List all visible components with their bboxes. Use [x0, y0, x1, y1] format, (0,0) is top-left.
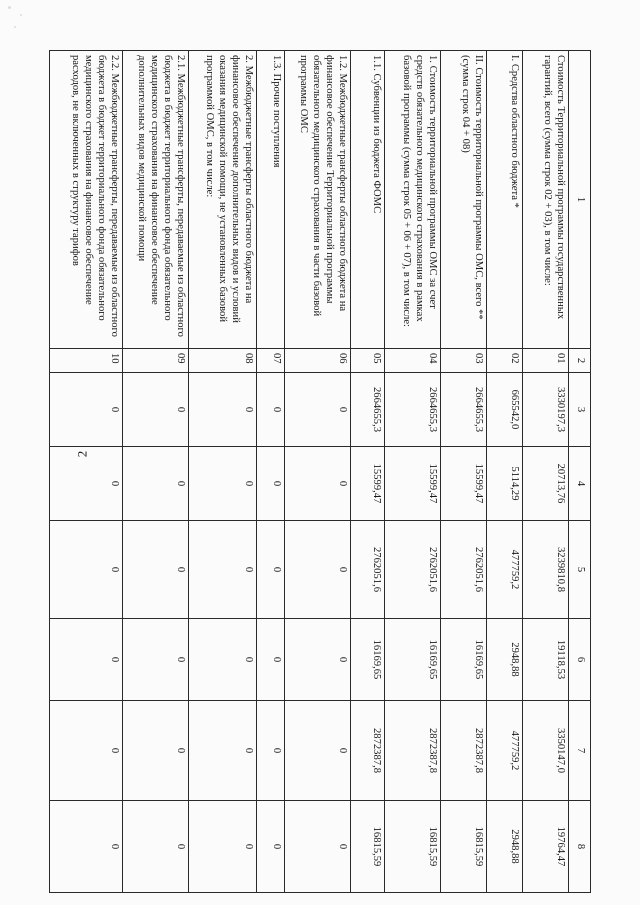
cell-value: 0	[257, 619, 285, 701]
row-description: 1. Стоимость территориальной программы ОМС за счет средств обязательного медицинского страхования в рамках базовой программы (сумма строк 05 + 06 + 07), в том числе:	[385, 51, 441, 349]
cell-value: 477759,2	[487, 521, 523, 619]
table-row	[189, 51, 257, 893]
cell-value: 16169,65	[441, 619, 487, 701]
cell-value: 0	[50, 801, 123, 893]
col-header: 6	[569, 619, 591, 701]
col-header: 7	[569, 701, 591, 801]
cell-value: 16815,59	[351, 801, 385, 893]
cell-value: 2872387,8	[441, 701, 487, 801]
row-code: 10	[50, 349, 123, 373]
cell-value: 15599,47	[351, 447, 385, 521]
table-row	[385, 51, 441, 893]
cell-value: 3350147,0	[523, 701, 569, 801]
col-header: 3	[569, 373, 591, 447]
cell-value: 0	[257, 521, 285, 619]
row-description: 2.2. Межбюджетные трансферты, передаваемые из областного бюджета в бюджет территориального фонда обязательного медицинского страхования на финансовое обеспечение расходов, не включенных в структуру тарифов	[50, 51, 123, 349]
cell-value: 2762051,6	[441, 521, 487, 619]
cell-value: 16169,65	[385, 619, 441, 701]
budget-table	[49, 50, 591, 893]
row-code: 03	[441, 349, 487, 373]
row-description: 1.1. Субвенции из бюджета ФОМС	[351, 51, 385, 349]
cell-value: 2762051,6	[385, 521, 441, 619]
cell-value: 477759,2	[487, 701, 523, 801]
cell-value: 16169,65	[351, 619, 385, 701]
col-header: 8	[569, 801, 591, 893]
cell-value: 2664655,3	[441, 373, 487, 447]
cell-value: 15599,47	[441, 447, 487, 521]
row-code: 06	[285, 349, 351, 373]
cell-value: 15599,47	[385, 447, 441, 521]
rotated-table-frame	[50, 50, 591, 892]
scan-speck	[20, 14, 22, 16]
row-code: 04	[385, 349, 441, 373]
cell-value: 0	[189, 619, 257, 701]
cell-value: 0	[257, 701, 285, 801]
cell-value: 16815,59	[441, 801, 487, 893]
cell-value: 5114,29	[487, 447, 523, 521]
cell-value: 0	[189, 521, 257, 619]
cell-value: 0	[189, 373, 257, 447]
row-description: 1.2. Межбюджетные трансферты областного бюджета на финансовое обеспечение Территориальной программы обязательного медицинского страхования в части базовой программы ОМС	[285, 51, 351, 349]
table-row	[487, 51, 523, 893]
row-description: 1.3. Прочие поступления	[257, 51, 285, 349]
cell-value: 0	[285, 447, 351, 521]
table-row	[50, 51, 123, 893]
cell-value: 2948,88	[487, 619, 523, 701]
table-row	[285, 51, 351, 893]
col-header: 2	[569, 349, 591, 373]
cell-value: 20713,76	[523, 447, 569, 521]
cell-value: 19764,47	[523, 801, 569, 893]
table-row	[351, 51, 385, 893]
cell-value: 3239810,8	[523, 521, 569, 619]
cell-value: 0	[189, 701, 257, 801]
cell-value: 0	[285, 373, 351, 447]
header-row	[569, 51, 591, 893]
cell-value: 0	[50, 373, 123, 447]
cell-value: 2762051,6	[351, 521, 385, 619]
table-row	[123, 51, 189, 893]
table-row	[257, 51, 285, 893]
cell-value: 0	[257, 447, 285, 521]
row-code: 02	[487, 349, 523, 373]
row-description: II. Стоимость территориальной программы ОМС, всего ** (сумма строк 04 + 08)	[441, 51, 487, 349]
row-code: 09	[123, 349, 189, 373]
cell-value: 0	[50, 447, 123, 521]
cell-value: 0	[50, 521, 123, 619]
table-row	[441, 51, 487, 893]
cell-value: 16815,59	[385, 801, 441, 893]
table-row	[523, 51, 569, 893]
cell-value: 0	[123, 447, 189, 521]
row-code: 05	[351, 349, 385, 373]
cell-value: 0	[123, 619, 189, 701]
cell-value: 0	[285, 521, 351, 619]
cell-value: 0	[123, 801, 189, 893]
cell-value: 2664655,3	[385, 373, 441, 447]
cell-value: 0	[50, 701, 123, 801]
cell-value: 2872387,8	[385, 701, 441, 801]
page-number: 2	[74, 450, 90, 458]
row-description: 2.1. Межбюджетные трансферты, передаваемые из областного бюджета в бюджет территориального фонда обязательного медицинского страхования на финансовое обеспечение дополнительных видов медицинской помощи	[123, 51, 189, 349]
cell-value: 0	[123, 521, 189, 619]
cell-value: 2948,88	[487, 801, 523, 893]
cell-value: 0	[189, 801, 257, 893]
col-header: 4	[569, 447, 591, 521]
scan-speck	[8, 6, 11, 9]
cell-value: 2872387,8	[351, 701, 385, 801]
cell-value: 665542,0	[487, 373, 523, 447]
cell-value: 19118,53	[523, 619, 569, 701]
col-header: 1	[569, 51, 591, 349]
cell-value: 0	[123, 701, 189, 801]
cell-value: 0	[257, 373, 285, 447]
row-description: Стоимость Территориальной программы государственных гарантий, всего (сумма строк 02 + 03), в том числе:	[523, 51, 569, 349]
row-code: 01	[523, 349, 569, 373]
cell-value: 0	[189, 447, 257, 521]
cell-value: 0	[285, 801, 351, 893]
cell-value: 3330197,3	[523, 373, 569, 447]
cell-value: 0	[285, 619, 351, 701]
scan-speck	[14, 26, 16, 28]
row-description: 2. Межбюджетные трансферты областного бюджета на финансовое обеспечение дополнительных видов и условий оказания медицинской помощи, не установленных базовой программой ОМС, в том числе:	[189, 51, 257, 349]
row-code: 07	[257, 349, 285, 373]
cell-value: 0	[285, 701, 351, 801]
row-code: 08	[189, 349, 257, 373]
cell-value: 2664655,3	[351, 373, 385, 447]
cell-value: 0	[257, 801, 285, 893]
col-header: 5	[569, 521, 591, 619]
row-description: I. Средства областного бюджета *	[487, 51, 523, 349]
cell-value: 0	[123, 373, 189, 447]
cell-value: 0	[50, 619, 123, 701]
